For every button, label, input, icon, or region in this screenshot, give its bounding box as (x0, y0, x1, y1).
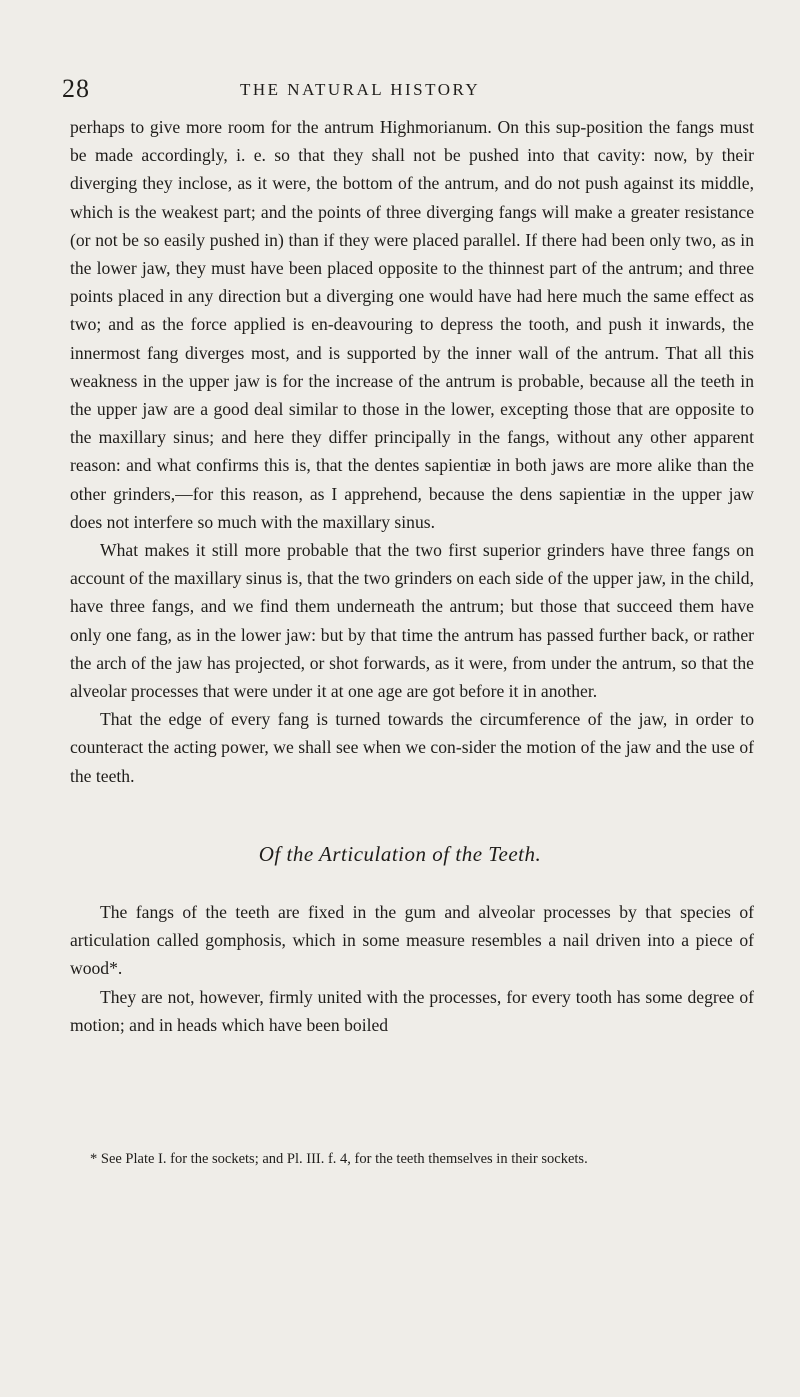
paragraph: The fangs of the teeth are fixed in the gum and alveolar processes by that species of articulation called gomphosis, which in some measure resembles a nail driven into a piece of wood*. (70, 902, 754, 979)
paragraph: perhaps to give more room for the antrum Highmorianum. On this sup-position the fangs must be made accordingly, i. e. so that they shall not be pushed into that cavity: now, by their diverging they inclose, as it were, the bottom of the antrum, and do not push against its middle, which is the weakest part; and the points of three diverging fangs will make a greater resistance (or not be so easily pushed in) than if they were placed parallel. If there had been only two, as in the lower jaw, they must have been placed opposite to the thinnest part of the antrum; and three points placed in any direction but a diverging one would have had here much the same effect as two; and as the force applied is en-deavouring to depress the tooth, and push it inwards, the innermost fang diverges most, and is supported by the inner wall of the antrum. That all this weakness in the upper jaw is for the increase of the antrum is probable, because all the teeth in the upper jaw are a good deal similar to those in the lower, excepting those that are opposite to the maxillary sinus; and here they differ principally in the fangs, without any other apparent reason: and what confirms this is, that the dentes sapientiæ in both jaws are more alike than the other grinders,—for this reason, as I apprehend, because the dens sapientiæ in the upper jaw does not interfere so much with the maxillary sinus. (70, 117, 754, 532)
page-number: 28 (62, 74, 90, 103)
footnote-text: * See Plate I. for the sockets; and Pl. III. f. 4, for the teeth themselves in their sockets. (90, 1151, 588, 1167)
section-title: Of the Articulation of the Teeth. (258, 842, 542, 866)
paragraph: What makes it still more probable that the two first superior grinders have three fangs on account of the maxillary sinus is, that the two grinders on each side of the upper jaw, in the child, have three fangs, and we find them underneath the antrum; but those that succeed them have only one fang, as in the lower jaw: but by that time the antrum has passed further back, or rather the arch of the jaw has projected, or shot forwards, as it were, from under the antrum, so that the alveolar processes that were under it at one age are got before it in another. (70, 540, 754, 702)
footnote (70, 1150, 754, 1169)
section-text (70, 898, 754, 1039)
body-text (70, 113, 754, 790)
page-header (0, 74, 800, 110)
running-head: THE NATURAL HISTORY (240, 80, 481, 99)
paragraph: That the edge of every fang is turned towards the circumference of the jaw, in order to counteract the acting power, we shall see when we con-sider the motion of the jaw and the use of the teeth. (70, 709, 754, 786)
paragraph: They are not, however, firmly united with the processes, for every tooth has some degree of motion; and in heads which have been boiled (70, 986, 754, 1035)
